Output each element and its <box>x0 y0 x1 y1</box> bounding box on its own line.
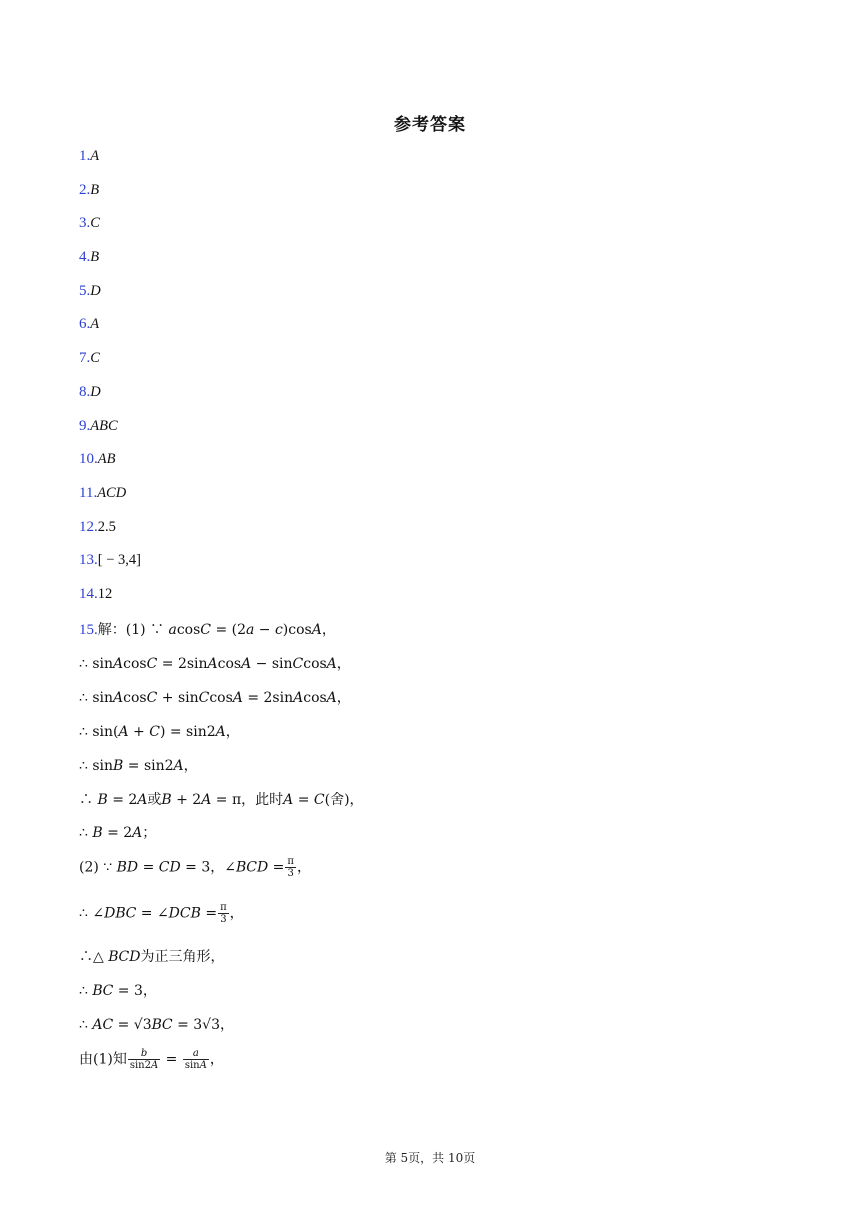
solution-line <box>79 1048 224 1071</box>
answer-number: 13. <box>79 552 98 569</box>
solution-text: 由(1)知 <box>79 1051 127 1068</box>
list-item <box>79 416 141 450</box>
list-item <box>79 281 141 315</box>
solution-line: ∴ 𝐵𝐶 = 3， <box>79 983 157 999</box>
answer-value: 2.5 <box>97 518 116 535</box>
answer-value: A <box>90 316 100 333</box>
answer-number: 8. <box>79 383 91 400</box>
list-item <box>79 550 141 584</box>
answer-number: 12. <box>79 518 98 535</box>
answer-list <box>79 146 141 618</box>
answer-value: 12 <box>97 585 113 602</box>
solution-line: ∴△ 𝐵𝐶𝐷为正三角形， <box>79 949 225 965</box>
answer-number: 9. <box>79 417 91 434</box>
answer-number: 6. <box>79 316 91 333</box>
list-item <box>79 382 141 416</box>
answer-value: B <box>90 249 100 266</box>
list-item <box>79 517 141 551</box>
list-item <box>79 213 141 247</box>
list-item <box>79 180 141 214</box>
fraction <box>285 856 296 879</box>
fraction-denominator: 3 <box>287 868 294 879</box>
answer-value: AB <box>97 451 116 468</box>
fraction-numerator: π <box>287 856 294 867</box>
page-title: 参考答案 <box>394 115 466 135</box>
answer-value: D <box>90 383 101 400</box>
answer-value: C <box>90 350 100 367</box>
solution-line <box>79 619 336 639</box>
list-item <box>79 348 141 382</box>
list-item <box>79 146 141 180</box>
list-item <box>79 584 141 618</box>
answer-number: 1. <box>79 148 91 164</box>
answer-value: D <box>90 282 101 299</box>
fraction <box>183 1048 209 1071</box>
comma: ， <box>296 859 311 876</box>
solution-line <box>79 902 244 925</box>
fraction-denominator: sin𝐴 <box>184 1060 207 1071</box>
answer-value: C <box>90 215 100 232</box>
fraction-denominator: 3 <box>220 914 227 925</box>
comma: ， <box>229 905 244 922</box>
page-footer: 第 5页，共 10页 <box>384 1151 476 1165</box>
solution-text: (2) ∵ 𝐵𝐷 = 𝐶𝐷 = 3，∠𝐵𝐶𝐷 = <box>79 859 285 876</box>
solution-line: ∴ sin𝐴cos𝐶 = 2sin𝐴cos𝐴 − sin𝐶cos𝐴， <box>79 656 351 672</box>
list-item <box>79 449 141 483</box>
fraction-denominator: sin2𝐴 <box>129 1060 159 1071</box>
answer-number: 11. <box>79 484 98 501</box>
solution-line: ∴ 𝐵 = 2𝐴或𝐵 + 2𝐴 = π，此时𝐴 = 𝐶(舍)， <box>79 792 364 808</box>
solution-line <box>79 856 311 879</box>
answer-number: 5. <box>79 282 91 299</box>
solution-line: ∴ 𝐵 = 2𝐴； <box>79 825 157 841</box>
solution-line: ∴ sin𝐵 = sin2𝐴， <box>79 758 198 774</box>
solution-line: ∴ sin𝐴cos𝐶 + sin𝐶cos𝐴 = 2sin𝐴cos𝐴， <box>79 690 351 706</box>
answer-number: 15. <box>79 622 98 638</box>
list-item <box>79 314 141 348</box>
answer-number: 14. <box>79 585 98 602</box>
answer-value: ACD <box>97 484 127 501</box>
answer-number: 4. <box>79 249 91 266</box>
solution-text: ∴ ∠𝐷𝐵𝐶 = ∠𝐷𝐶𝐵 = <box>79 905 218 922</box>
answer-value: ABC <box>90 417 118 434</box>
equals-sign: = <box>161 1051 182 1068</box>
solution-line: ∴ sin(𝐴 + 𝐶) = sin2𝐴， <box>79 724 240 740</box>
answer-number: 3. <box>79 215 91 232</box>
answer-number: 7. <box>79 350 91 367</box>
solution-text: 解：(1) ∵ 𝑎cos𝐶 = (2𝑎 − 𝑐)cos𝐴， <box>97 622 336 638</box>
list-item <box>79 483 141 517</box>
answer-value: [ − 3,4] <box>97 552 141 569</box>
answer-number: 2. <box>79 181 91 198</box>
fraction-numerator: π <box>220 902 227 913</box>
list-item <box>79 247 141 281</box>
answer-number: 10. <box>79 451 98 468</box>
comma: ， <box>209 1051 224 1068</box>
fraction-numerator: 𝑏 <box>128 1048 160 1060</box>
answer-value: B <box>90 181 100 198</box>
fraction-numerator: 𝑎 <box>183 1048 209 1060</box>
fraction <box>128 1048 160 1071</box>
answer-value: A <box>90 148 100 164</box>
fraction <box>218 902 229 925</box>
solution-line: ∴ 𝐴𝐶 = √3𝐵𝐶 = 3√3， <box>79 1017 235 1033</box>
